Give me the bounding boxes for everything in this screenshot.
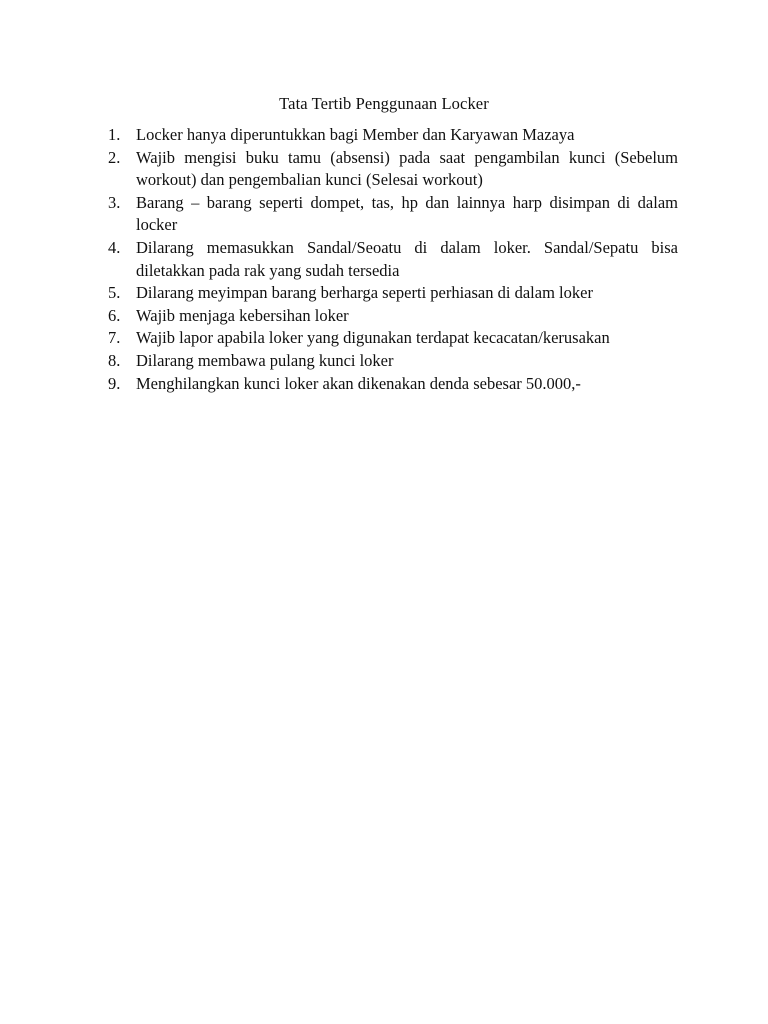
rule-number: 5. xyxy=(108,283,121,303)
rule-number: 6. xyxy=(108,305,121,325)
document-title: Tata Tertib Penggunaan Locker xyxy=(279,94,489,113)
rule-item-9 xyxy=(108,373,678,396)
rule-text: Dilarang meyimpan barang berharga seperti perhiasan di dalam loker xyxy=(136,283,593,303)
rule-text: Dilarang memasukkan Sandal/Seoatu di dalam loker. Sandal/Sepatu bisa diletakkan pada rak yang sudah tersedia xyxy=(136,237,678,280)
rule-number: 4. xyxy=(108,237,121,257)
rule-item-6 xyxy=(108,305,678,328)
rule-item-7 xyxy=(108,327,678,350)
rule-text: Barang – barang seperti dompet, tas, hp dan lainnya harp disimpan di dalam locker xyxy=(136,192,678,235)
rule-item-1 xyxy=(108,124,678,147)
rule-item-2 xyxy=(108,147,678,192)
rule-item-3 xyxy=(108,192,678,237)
rule-text: Wajib menjaga kebersihan loker xyxy=(136,305,349,325)
rules-list xyxy=(108,124,678,395)
rule-text: Dilarang membawa pulang kunci loker xyxy=(136,350,394,370)
rule-item-5 xyxy=(108,282,678,305)
rule-number: 1. xyxy=(108,125,121,144)
rule-number: 3. xyxy=(108,192,121,212)
rule-item-4 xyxy=(108,237,678,282)
rule-number: 2. xyxy=(108,147,121,167)
rule-item-8 xyxy=(108,350,678,373)
rule-text: Wajib mengisi buku tamu (absensi) pada saat pengambilan kunci (Sebelum workout) dan pengembalian kunci (Selesai workout) xyxy=(136,147,678,190)
rule-number: 9. xyxy=(108,373,121,393)
rule-number: 8. xyxy=(108,350,121,370)
rule-text: Menghilangkan kunci loker akan dikenakan denda sebesar 50.000,- xyxy=(136,373,581,393)
rule-text: Locker hanya diperuntukkan bagi Member dan Karyawan Mazaya xyxy=(136,125,575,144)
rule-number: 7. xyxy=(108,328,121,348)
rule-text: Wajib lapor apabila loker yang digunakan terdapat kecacatan/kerusakan xyxy=(136,328,610,348)
